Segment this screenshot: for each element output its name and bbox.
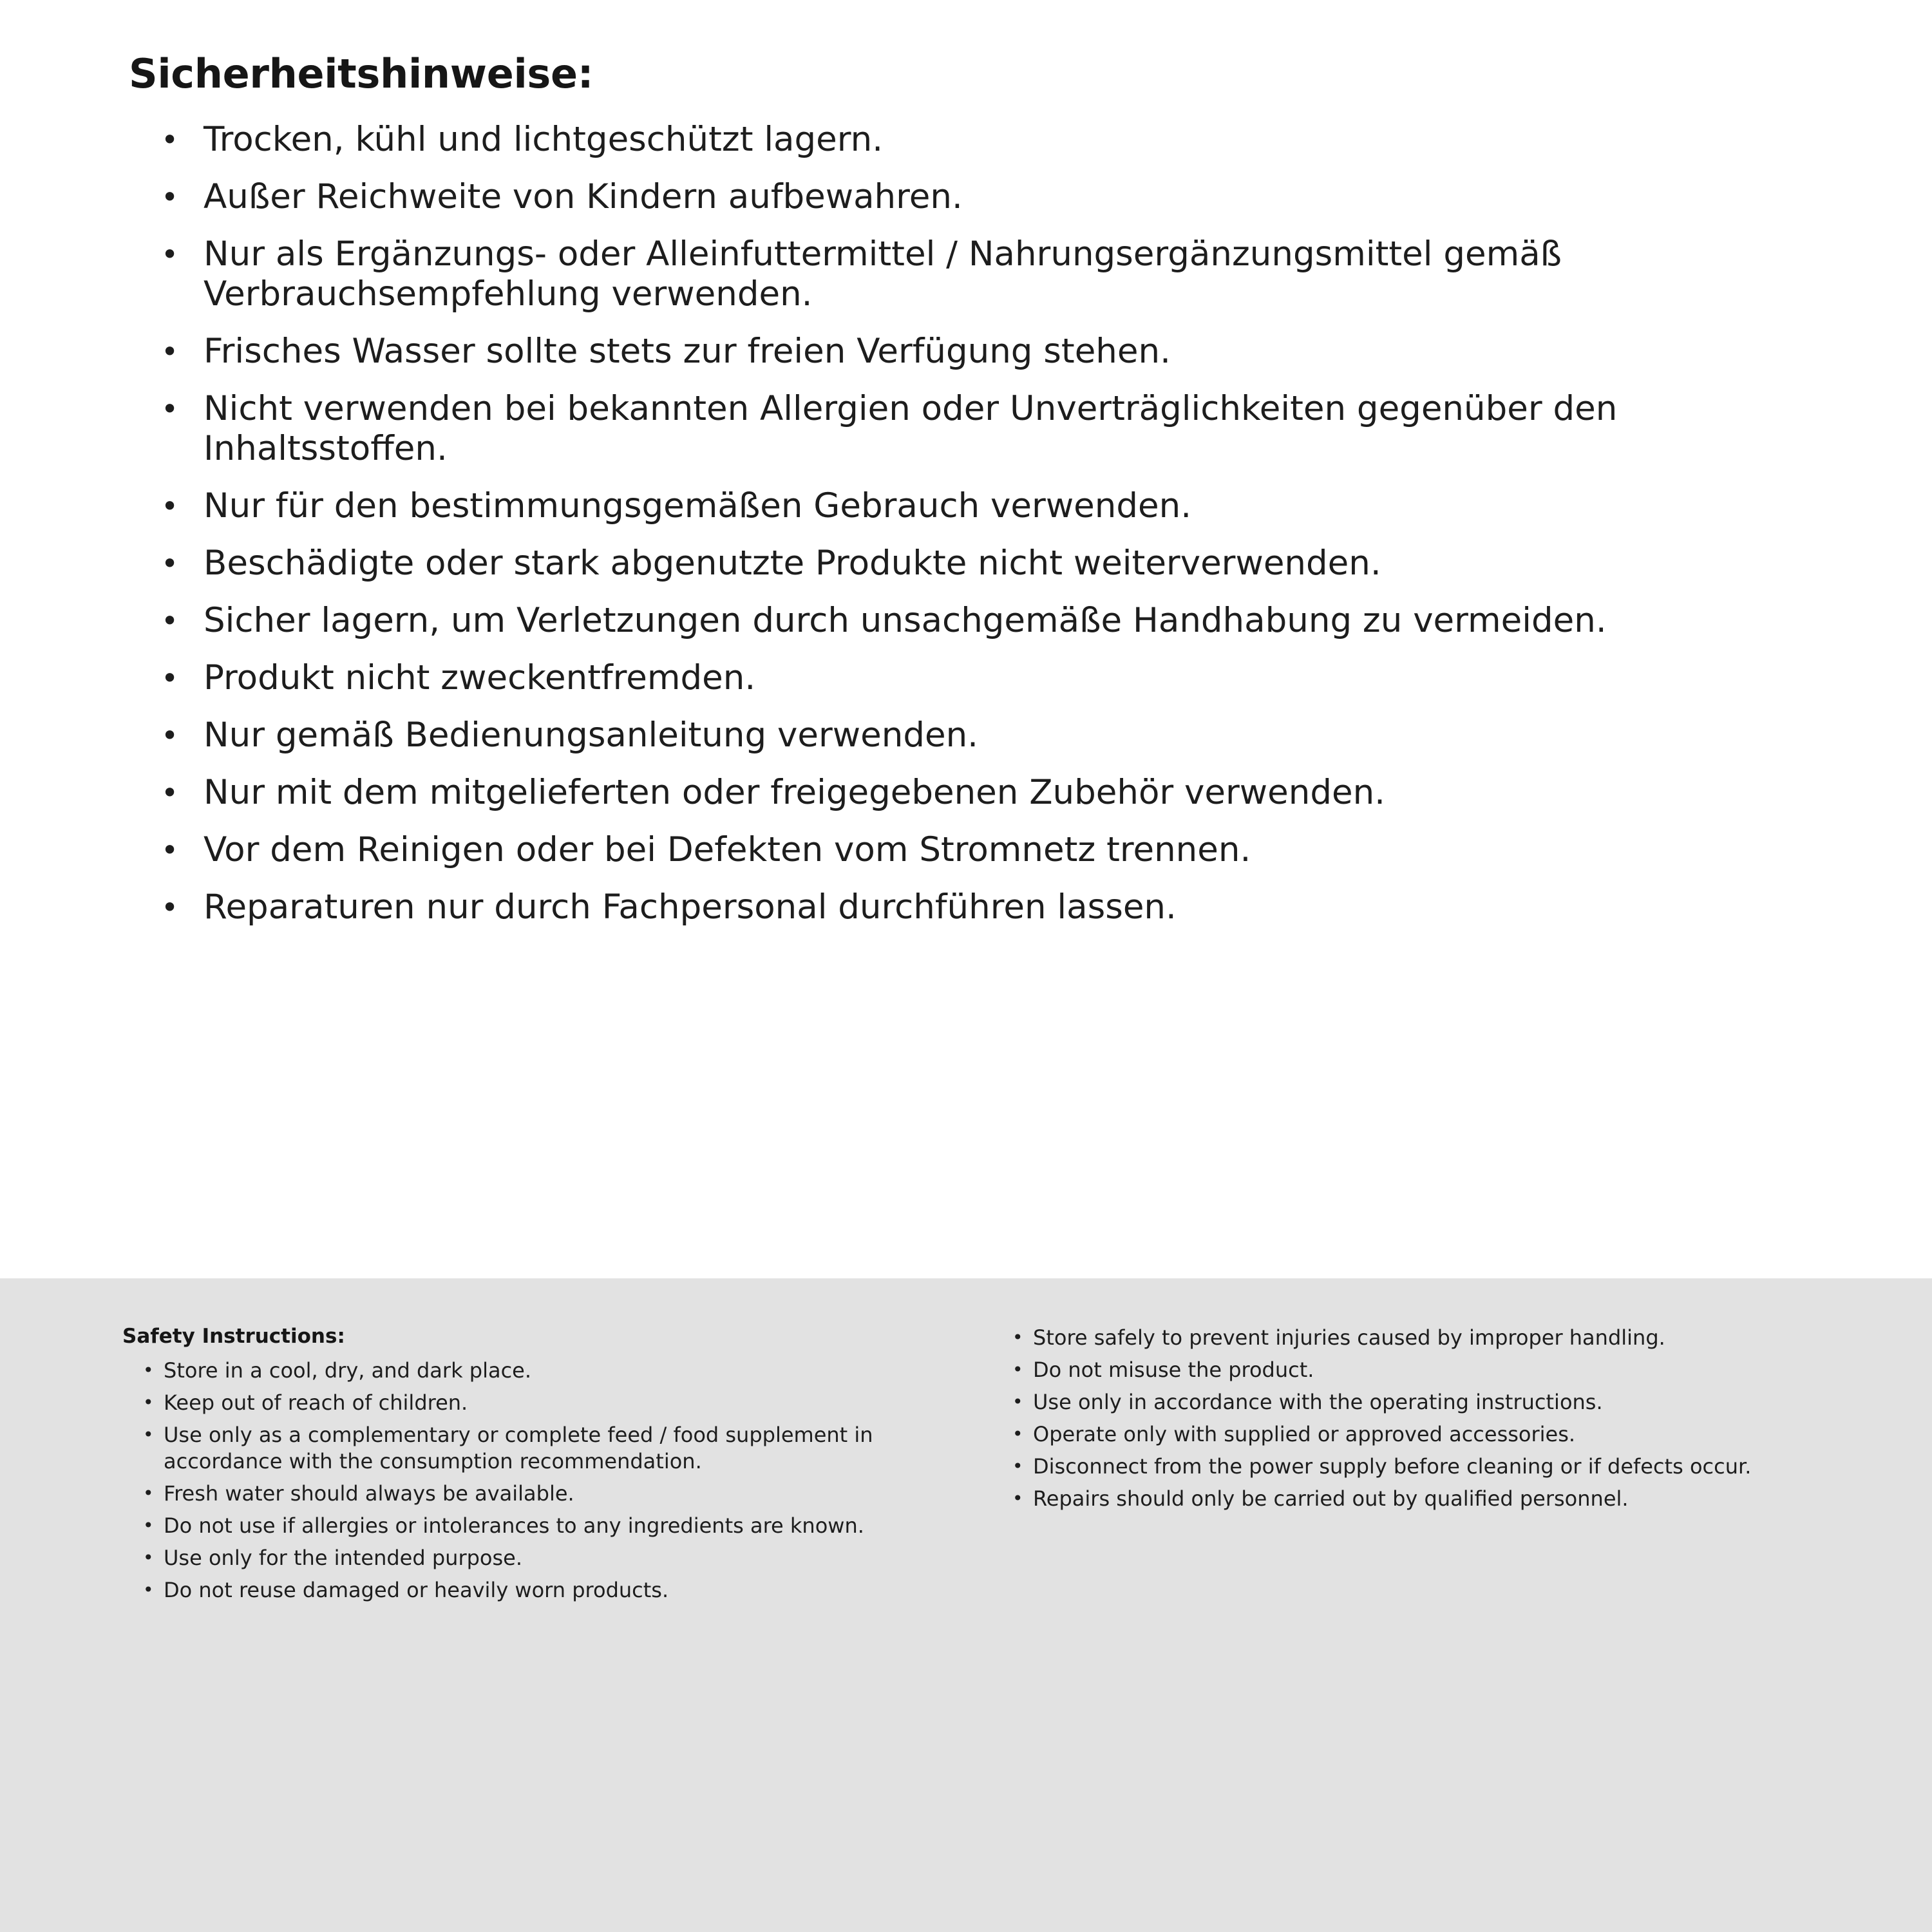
bullet-icon: • xyxy=(143,1482,154,1504)
bullet-icon: • xyxy=(1012,1455,1023,1477)
list-item-text: Store safely to prevent injuries caused by improper handling. xyxy=(1033,1325,1665,1350)
bullet-icon: • xyxy=(1012,1358,1023,1380)
list-item-text: Fresh water should always be available. xyxy=(164,1481,574,1506)
english-columns xyxy=(122,1325,1848,1609)
list-item-text: Frisches Wasser sollte stets zur freien Verfügung stehen. xyxy=(204,332,1171,372)
bullet-icon: • xyxy=(1012,1487,1023,1509)
list-item xyxy=(143,1390,953,1416)
english-safety-list-left xyxy=(122,1358,953,1604)
english-column-right xyxy=(1012,1325,1843,1518)
bullet-icon: • xyxy=(143,1359,154,1381)
list-item xyxy=(143,1577,953,1604)
bullet-icon: • xyxy=(161,392,179,427)
list-item xyxy=(161,120,1855,160)
bullet-icon: • xyxy=(143,1514,154,1536)
list-item xyxy=(143,1422,953,1475)
list-item xyxy=(161,332,1855,372)
list-item-text: Keep out of reach of children. xyxy=(164,1390,468,1416)
list-item-text: Nur als Ergänzungs- oder Alleinfuttermittel / Nahrungsergänzungsmittel gemäß Verbrauchsempfehlung verwenden. xyxy=(204,234,1562,314)
list-item-text: Repairs should only be carried out by qualified personnel. xyxy=(1033,1486,1629,1511)
list-item-text: Operate only with supplied or approved accessories. xyxy=(1033,1421,1576,1446)
bullet-icon: • xyxy=(161,661,179,696)
list-item-text: Do not reuse damaged or heavily worn products. xyxy=(164,1577,669,1602)
list-item-text: Produkt nicht zweckentfremden. xyxy=(204,658,756,698)
bullet-icon: • xyxy=(161,546,179,582)
list-item xyxy=(161,601,1855,641)
german-safety-list xyxy=(129,120,1855,927)
bullet-icon: • xyxy=(1012,1327,1023,1348)
list-item xyxy=(161,658,1855,698)
list-item xyxy=(161,389,1855,469)
bullet-icon: • xyxy=(161,180,179,215)
bullet-icon: • xyxy=(161,603,179,639)
list-item xyxy=(161,830,1855,870)
list-item-text: Außer Reichweite von Kindern aufbewahren. xyxy=(204,177,963,217)
english-safety-list-right xyxy=(1012,1325,1843,1512)
list-item-text: Use only for the intended purpose. xyxy=(164,1545,523,1570)
bullet-icon: • xyxy=(143,1546,154,1568)
english-column-left xyxy=(122,1325,953,1609)
list-item xyxy=(161,177,1855,217)
list-item-text: Nur mit dem mitgelieferten oder freigegebenen Zubehör verwenden. xyxy=(204,773,1386,813)
bullet-icon: • xyxy=(161,237,179,272)
bullet-icon: • xyxy=(161,890,179,925)
bullet-icon: • xyxy=(161,334,179,370)
list-item-text: Use only in accordance with the operating instructions. xyxy=(1033,1389,1603,1414)
list-item xyxy=(1012,1454,1843,1480)
list-item xyxy=(161,486,1855,526)
bullet-icon: • xyxy=(161,122,179,158)
bullet-icon: • xyxy=(161,775,179,811)
list-item-text: Disconnect from the power supply before cleaning or if defects occur. xyxy=(1033,1454,1752,1479)
list-item-text: Beschädigte oder stark abgenutzte Produkte nicht weiterverwenden. xyxy=(204,544,1381,583)
bullet-icon: • xyxy=(161,833,179,868)
bullet-icon: • xyxy=(161,489,179,524)
list-item-text: Use only as a complementary or complete feed / food supplement in accordance with the consumption recommendation. xyxy=(164,1423,873,1474)
english-heading: Safety Instructions: xyxy=(122,1325,345,1348)
list-item xyxy=(161,887,1855,927)
english-safety-section xyxy=(0,1278,1932,1932)
list-item xyxy=(143,1358,953,1384)
list-item-text: Do not misuse the product. xyxy=(1033,1357,1314,1382)
list-item xyxy=(161,544,1855,583)
list-item xyxy=(143,1545,953,1571)
bullet-icon: • xyxy=(1012,1390,1023,1412)
list-item-text: Nur für den bestimmungsgemäßen Gebrauch verwenden. xyxy=(204,486,1192,526)
bullet-icon: • xyxy=(1012,1423,1023,1444)
list-item-text: Nicht verwenden bei bekannten Allergien oder Unverträglichkeiten gegenüber den Inhaltsstoffen. xyxy=(204,389,1618,469)
bullet-icon: • xyxy=(161,718,179,753)
bullet-icon: • xyxy=(143,1392,154,1414)
bullet-icon: • xyxy=(143,1424,154,1446)
list-item-text: Trocken, kühl und lichtgeschützt lagern. xyxy=(204,120,884,160)
german-heading: Sicherheitshinweise: xyxy=(129,50,594,97)
list-item-text: Store in a cool, dry, and dark place. xyxy=(164,1358,532,1383)
list-item xyxy=(161,773,1855,813)
list-item-text: Nur gemäß Bedienungsanleitung verwenden. xyxy=(204,715,979,755)
list-item xyxy=(1012,1357,1843,1383)
list-item xyxy=(143,1513,953,1539)
list-item xyxy=(1012,1325,1843,1351)
list-item xyxy=(1012,1421,1843,1448)
bullet-icon: • xyxy=(143,1578,154,1600)
list-item-text: Sicher lagern, um Verletzungen durch unsachgemäße Handhabung zu vermeiden. xyxy=(204,601,1607,641)
list-item-text: Do not use if allergies or intolerances to any ingredients are known. xyxy=(164,1513,864,1538)
list-item xyxy=(1012,1389,1843,1416)
list-item xyxy=(1012,1486,1843,1512)
list-item xyxy=(143,1481,953,1507)
list-item xyxy=(161,234,1855,314)
list-item-text: Vor dem Reinigen oder bei Defekten vom Stromnetz trennen. xyxy=(204,830,1251,870)
list-item xyxy=(161,715,1855,755)
list-item-text: Reparaturen nur durch Fachpersonal durchführen lassen. xyxy=(204,887,1177,927)
